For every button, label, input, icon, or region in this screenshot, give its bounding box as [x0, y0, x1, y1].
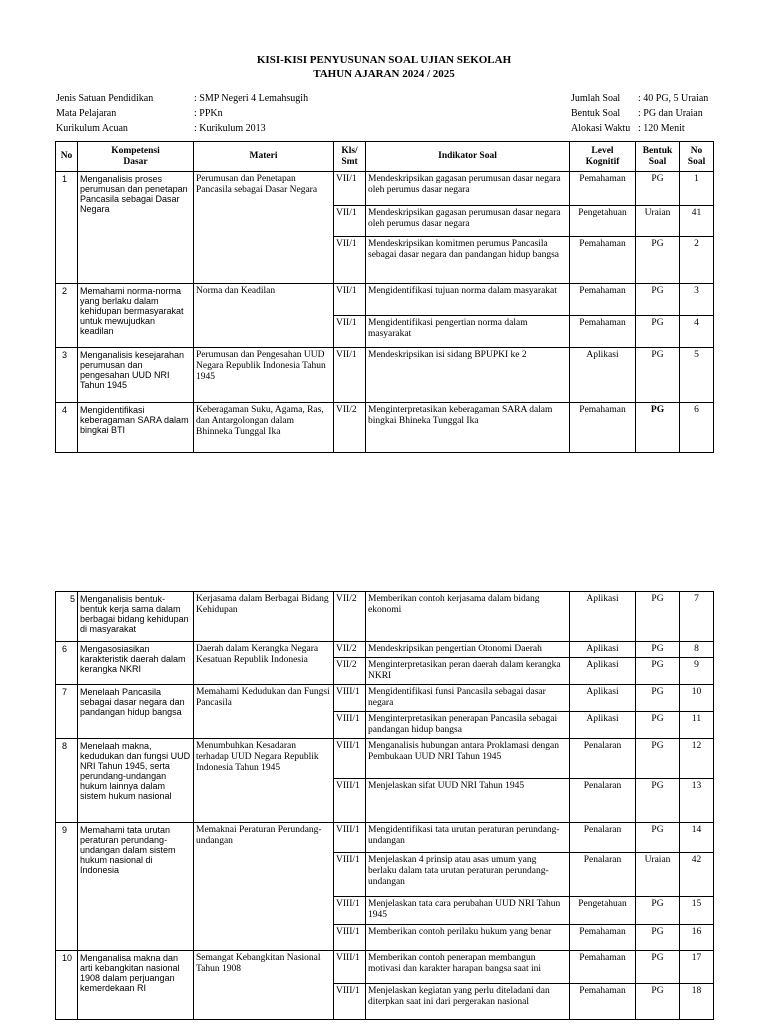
- cell-kls-smt: VII/1: [334, 284, 366, 316]
- table-row: [56, 642, 714, 658]
- meta-label: Kurikulum Acuan: [56, 123, 128, 134]
- cell-kls-smt: VII/1: [334, 172, 366, 206]
- cell-materi: Menumbuhkan Kesadaran terhadap UUD Negara Republik Indonesia Tahun 1945: [194, 739, 334, 823]
- cell-kompetensi-dasar: Mengasosiasikan karakteristik daerah dalam kerangka NKRI: [78, 642, 194, 685]
- kisi-table-page1: [55, 141, 714, 453]
- cell-level-kognitif: Penalaran: [570, 823, 636, 853]
- table-row: [56, 348, 714, 403]
- cell-no-soal: 13: [680, 779, 714, 823]
- cell-indikator: Menjelaskan tata cara perubahan UUD NRI Tahun 1945: [366, 897, 570, 925]
- meta-value: : 120 Menit: [638, 123, 685, 134]
- cell-indikator: Mengidentifikasi funsi Pancasila sebagai dasar negara: [366, 685, 570, 712]
- cell-indikator: Menjelaskan sifat UUD NRI Tahun 1945: [366, 779, 570, 823]
- cell-indikator: Mengidentifikasi tujuan norma dalam masyarakat: [366, 284, 570, 316]
- cell-level-kognitif: Penalaran: [570, 853, 636, 897]
- cell-bentuk-soal: PG: [636, 712, 680, 739]
- cell-indikator: Menginterpretasikan keberagaman SARA dalam bingkai Bhineka Tunggal Ika: [366, 403, 570, 453]
- col-header-bentuk-line2: Soal: [648, 156, 667, 167]
- cell-materi: Memaknai Peraturan Perundang-undangan: [194, 823, 334, 951]
- cell-bentuk-soal: PG: [636, 658, 680, 685]
- cell-materi: Memahami Kedudukan dan Fungsi Pancasila: [194, 685, 334, 739]
- cell-kls-smt: VIII/1: [334, 739, 366, 779]
- cell-indikator: Menginterpretasikan penerapan Pancasila sebagai pandangan hidup bangsa: [366, 712, 570, 739]
- cell-materi: Perumusan dan Pengesahan UUD Negara Republik Indonesia Tahun 1945: [194, 348, 334, 403]
- table-header-row: [56, 142, 714, 172]
- table-row: [56, 951, 714, 984]
- cell-no-soal: 5: [680, 348, 714, 403]
- meta-row: [56, 106, 308, 121]
- cell-level-kognitif: Pengetahuan: [570, 897, 636, 925]
- cell-materi: Keberagaman Suku, Agama, Ras, dan Antargolongan dalam Bhinneka Tunggal Ika: [194, 403, 334, 453]
- cell-no: 5: [56, 592, 78, 642]
- cell-level-kognitif: Pengetahuan: [570, 206, 636, 237]
- cell-bentuk-soal: PG: [636, 925, 680, 951]
- cell-no-soal: 41: [680, 206, 714, 237]
- cell-level-kognitif: Aplikasi: [570, 642, 636, 658]
- cell-level-kognitif: Aplikasi: [570, 658, 636, 685]
- col-header-kls-line2: Smt: [341, 156, 358, 167]
- cell-level-kognitif: Pemahaman: [570, 925, 636, 951]
- cell-no-soal: 7: [680, 592, 714, 642]
- cell-kls-smt: VIII/1: [334, 853, 366, 897]
- cell-kls-smt: VII/1: [334, 206, 366, 237]
- cell-no: 2: [56, 284, 78, 348]
- cell-bentuk-soal: PG: [636, 403, 680, 453]
- meta-row: [56, 91, 308, 106]
- cell-kls-smt: VIII/1: [334, 712, 366, 739]
- cell-no-soal: 12: [680, 739, 714, 779]
- cell-bentuk-soal: PG: [636, 348, 680, 403]
- cell-indikator: Menjelaskan 4 prinsip atau asas umum yang berlaku dalam tata urutan peraturan perundang-undangan: [366, 853, 570, 897]
- cell-indikator: Mengidentifikasi tata urutan peraturan perundang-undangan: [366, 823, 570, 853]
- cell-no: 1: [56, 172, 78, 284]
- cell-no: 6: [56, 642, 78, 685]
- cell-kls-smt: VII/2: [334, 592, 366, 642]
- doc-title-line1: KISI-KISI PENYUSUNAN SOAL UJIAN SEKOLAH: [256, 54, 512, 66]
- cell-no: 10: [56, 951, 78, 1020]
- cell-level-kognitif: Pemahaman: [570, 403, 636, 453]
- col-header-kd-line2: Dasar: [123, 156, 148, 167]
- cell-bentuk-soal: PG: [636, 823, 680, 853]
- table-row: [56, 823, 714, 853]
- cell-bentuk-soal: PG: [636, 897, 680, 925]
- cell-kls-smt: VIII/1: [334, 779, 366, 823]
- cell-materi: Perumusan dan Penetapan Pancasila sebagai Dasar Negara: [194, 172, 334, 284]
- col-header-kd: [78, 142, 194, 172]
- cell-level-kognitif: Pemahaman: [570, 284, 636, 316]
- cell-no-soal: 3: [680, 284, 714, 316]
- cell-materi: Kerjasama dalam Berbagai Bidang Kehidupan: [194, 592, 334, 642]
- meta-label: Jenis Satuan Pendidikan: [56, 93, 154, 104]
- cell-level-kognitif: Aplikasi: [570, 592, 636, 642]
- cell-bentuk-soal: PG: [636, 284, 680, 316]
- cell-kompetensi-dasar: Menganalisis bentuk-bentuk kerja sama dalam berbagai bidang kehidupan di masyarakat: [78, 592, 194, 642]
- table-row: [56, 739, 714, 779]
- cell-level-kognitif: Aplikasi: [570, 348, 636, 403]
- table-row: [56, 592, 714, 642]
- cell-indikator: Mendeskripsikan gagasan perumusan dasar negara oleh perumus dasar negara: [366, 172, 570, 206]
- cell-kompetensi-dasar: Memahami norma-norma yang berlaku dalam kehidupan bermasyarakat untuk mewujudkan keadilan: [78, 284, 194, 348]
- cell-kompetensi-dasar: Mengidentifikasi keberagaman SARA dalam bingkai BTI: [78, 403, 194, 453]
- cell-bentuk-soal: PG: [636, 316, 680, 348]
- cell-kompetensi-dasar: Menganalisis kesejarahan perumusan dan pengesahan UUD NRI Tahun 1945: [78, 348, 194, 403]
- cell-level-kognitif: Aplikasi: [570, 685, 636, 712]
- cell-no-soal: 18: [680, 984, 714, 1020]
- cell-no: 8: [56, 739, 78, 823]
- cell-no: 3: [56, 348, 78, 403]
- cell-level-kognitif: Pemahaman: [570, 172, 636, 206]
- cell-bentuk-soal: PG: [636, 984, 680, 1020]
- cell-kls-smt: VIII/1: [334, 685, 366, 712]
- cell-no: 7: [56, 685, 78, 739]
- table-row: [56, 172, 714, 206]
- col-header-level: [570, 142, 636, 172]
- meta-label: Alokasi Waktu: [571, 123, 631, 134]
- cell-no: 9: [56, 823, 78, 951]
- cell-indikator: Menginterpretasikan peran daerah dalam kerangka NKRI: [366, 658, 570, 685]
- cell-materi: Daerah dalam Kerangka Negara Kesatuan Republik Indonesia: [194, 642, 334, 685]
- cell-kls-smt: VIII/1: [334, 984, 366, 1020]
- cell-bentuk-soal: Uraian: [636, 206, 680, 237]
- meta-value: : PG dan Uraian: [638, 108, 703, 119]
- col-header-nosoal-line1: No: [690, 145, 703, 156]
- col-header-level-line1: Level: [591, 145, 614, 156]
- cell-kompetensi-dasar: Menelaah Pancasila sebagai dasar negara dan pandangan hidup bangsa: [78, 685, 194, 739]
- cell-kls-smt: VIII/1: [334, 823, 366, 853]
- col-header-kls-line1: Kls/: [341, 145, 358, 156]
- cell-materi: Semangat Kebangkitan Nasional Tahun 1908: [194, 951, 334, 1020]
- cell-indikator: Mendeskripsikan gagasan perumusan dasar negara oleh perumus dasar negara: [366, 206, 570, 237]
- cell-indikator: Memberikan contoh perilaku hukum yang benar: [366, 925, 570, 951]
- cell-no-soal: 4: [680, 316, 714, 348]
- cell-no-soal: 6: [680, 403, 714, 453]
- col-header-kd-line1: Kompetensi: [111, 145, 160, 156]
- meta-value: : Kurikulum 2013: [194, 123, 266, 134]
- col-header-level-line2: Kognitif: [585, 156, 620, 167]
- cell-kls-smt: VII/2: [334, 403, 366, 453]
- cell-level-kognitif: Penalaran: [570, 739, 636, 779]
- table-row: [56, 284, 714, 316]
- cell-bentuk-soal: PG: [636, 739, 680, 779]
- cell-indikator: Mendeskripsikan komitmen perumus Pancasila sebagai dasar negara dan pandangan hidup bangsa: [366, 237, 570, 284]
- cell-bentuk-soal: Uraian: [636, 853, 680, 897]
- cell-kls-smt: VII/1: [334, 348, 366, 403]
- meta-value: : 40 PG, 5 Uraian: [638, 93, 709, 104]
- table-row: [56, 685, 714, 712]
- cell-kompetensi-dasar: Menganalisa makna dan arti kebangkitan nasional 1908 dalam perjuangan kemerdekaan RI: [78, 951, 194, 1020]
- cell-no-soal: 8: [680, 642, 714, 658]
- cell-kompetensi-dasar: Menelaah makna, kedudukan dan fungsi UUD NRI Tahun 1945, serta perundang-undangan hukum lainnya dalam sistem hukum nasional: [78, 739, 194, 823]
- cell-kls-smt: VII/2: [334, 642, 366, 658]
- cell-no-soal: 2: [680, 237, 714, 284]
- cell-indikator: Mengidentifikasi pengertian norma dalam masyarakat: [366, 316, 570, 348]
- cell-bentuk-soal: PG: [636, 237, 680, 284]
- cell-kls-smt: VII/1: [334, 237, 366, 284]
- col-header-materi: Materi: [194, 142, 334, 172]
- col-header-no: No: [56, 142, 78, 172]
- cell-indikator: Menganalisis hubungan antara Proklamasi dengan Pembukaan UUD NRI Tahun 1945: [366, 739, 570, 779]
- cell-indikator: Mendeskripsikan isi sidang BPUPKI ke 2: [366, 348, 570, 403]
- meta-label: Mata Pelajaran: [56, 108, 117, 119]
- cell-no-soal: 15: [680, 897, 714, 925]
- cell-bentuk-soal: PG: [636, 779, 680, 823]
- cell-no-soal: 9: [680, 658, 714, 685]
- meta-value: : PPKn: [194, 108, 223, 119]
- cell-no-soal: 1: [680, 172, 714, 206]
- cell-no-soal: 10: [680, 685, 714, 712]
- col-header-bentuk: [636, 142, 680, 172]
- cell-level-kognitif: Pemahaman: [570, 984, 636, 1020]
- cell-materi: Norma dan Keadilan: [194, 284, 334, 348]
- cell-indikator: Menjelaskan kegiatan yang perlu diteladani dan diterpkan saat ini dari pergerakan nasional: [366, 984, 570, 1020]
- cell-level-kognitif: Pemahaman: [570, 237, 636, 284]
- cell-no-soal: 16: [680, 925, 714, 951]
- cell-kompetensi-dasar: Menganalisis proses perumusan dan penetapan Pancasila sebagai Dasar Negara: [78, 172, 194, 284]
- meta-row: [571, 91, 708, 106]
- cell-bentuk-soal: PG: [636, 685, 680, 712]
- meta-label: Bentuk Soal: [571, 108, 621, 119]
- cell-no-soal: 14: [680, 823, 714, 853]
- col-header-nosoal: [680, 142, 714, 172]
- meta-right: [571, 91, 708, 136]
- col-header-kls: [334, 142, 366, 172]
- cell-no-soal: 42: [680, 853, 714, 897]
- col-header-indikator: Indikator Soal: [366, 142, 570, 172]
- kisi-table-page2: [55, 591, 714, 1020]
- meta-row: [571, 106, 708, 121]
- cell-kls-smt: VIII/1: [334, 925, 366, 951]
- cell-bentuk-soal: PG: [636, 642, 680, 658]
- cell-no-soal: 17: [680, 951, 714, 984]
- col-header-bentuk-line1: Bentuk: [642, 145, 673, 156]
- cell-bentuk-soal: PG: [636, 172, 680, 206]
- cell-kls-smt: VII/1: [334, 316, 366, 348]
- cell-indikator: Memberikan contoh kerjasama dalam bidang ekonomi: [366, 592, 570, 642]
- meta-value: : SMP Negeri 4 Lemahsugih: [194, 93, 309, 104]
- cell-no: 4: [56, 403, 78, 453]
- meta-row: [56, 121, 308, 136]
- cell-no-soal: 11: [680, 712, 714, 739]
- cell-level-kognitif: Penalaran: [570, 779, 636, 823]
- doc-title-line2: TAHUN AJARAN 2024 / 2025: [313, 68, 455, 80]
- cell-kls-smt: VIII/1: [334, 951, 366, 984]
- cell-level-kognitif: Pemahaman: [570, 316, 636, 348]
- cell-level-kognitif: Aplikasi: [570, 712, 636, 739]
- col-header-nosoal-line2: Soal: [687, 156, 706, 167]
- cell-bentuk-soal: PG: [636, 951, 680, 984]
- cell-bentuk-soal: PG: [636, 592, 680, 642]
- cell-indikator: Mendeskripsikan pengertian Otonomi Daerah: [366, 642, 570, 658]
- cell-indikator: Memberikan contoh penerapan membangun motivasi dan karakter harapan bangsa saat ini: [366, 951, 570, 984]
- cell-kls-smt: VIII/1: [334, 897, 366, 925]
- cell-level-kognitif: Pemahaman: [570, 951, 636, 984]
- meta-row: [571, 121, 708, 136]
- cell-kls-smt: VII/2: [334, 658, 366, 685]
- cell-kompetensi-dasar: Memahami tata urutan peraturan perundang-undangan dalam sistem hukum nasional di Indonesia: [78, 823, 194, 951]
- table-row: [56, 403, 714, 453]
- meta-left: [56, 91, 308, 136]
- meta-label: Jumlah Soal: [571, 93, 621, 104]
